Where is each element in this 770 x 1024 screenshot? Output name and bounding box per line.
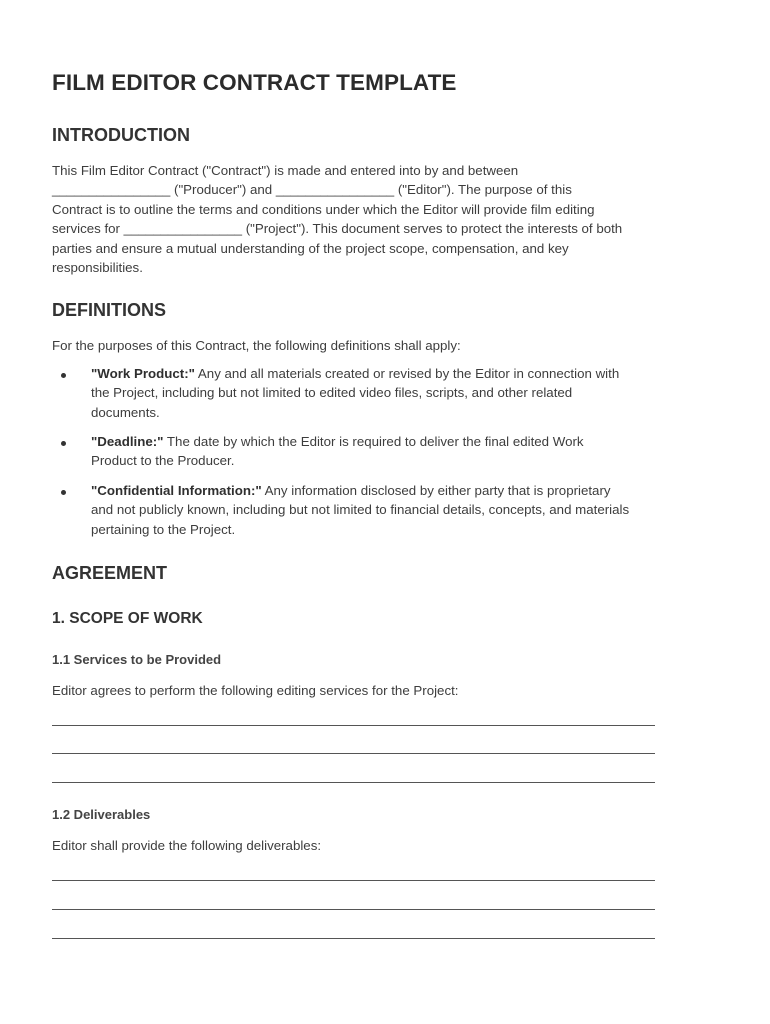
- services-intro: [52, 681, 459, 700]
- agreement-heading: AGREEMENT: [52, 563, 168, 583]
- introduction-line: responsibilities.: [52, 260, 143, 276]
- deliverables-blank-line[interactable]: [52, 880, 655, 881]
- definitions-heading: DEFINITIONS: [52, 300, 167, 320]
- definition-text: pertaining to the Project.: [91, 521, 236, 537]
- services-heading: 1.1 Services to be Provided: [52, 652, 222, 667]
- definition-text: the Project, including but not limited to edited video files, scripts, and other related: [91, 385, 573, 401]
- introduction-heading: INTRODUCTION: [52, 125, 190, 145]
- services-blank-line[interactable]: [52, 782, 655, 783]
- deliverables-blank-line[interactable]: [52, 938, 655, 939]
- definition-term: "Confidential Information:": [91, 483, 262, 498]
- introduction-line: parties and ensure a mutual understanding of the project scope, compensation, and key: [52, 240, 569, 256]
- definition-text: Any and all materials created or revised by the Editor in connection with: [194, 366, 620, 381]
- definition-text: and not publicly known, including but not limited to financial details, concepts, and materials: [91, 502, 630, 518]
- deliverables-blank-line[interactable]: [52, 909, 655, 910]
- bullet-icon: [61, 441, 66, 446]
- definition-term: "Work Product:": [91, 366, 195, 381]
- definition-text: Any information disclosed by either party that is proprietary: [261, 483, 611, 498]
- services-blank-line[interactable]: [52, 725, 655, 726]
- document-title: FILM EDITOR CONTRACT TEMPLATE: [52, 70, 457, 95]
- bullet-icon: [61, 373, 66, 378]
- introduction-line: This Film Editor Contract ("Contract") is made and entered into by and between: [52, 163, 519, 178]
- definitions-intro-text: For the purposes of this Contract, the following definitions shall apply:: [52, 338, 461, 353]
- definitions-intro: [52, 336, 461, 355]
- deliverables-heading: 1.2 Deliverables: [52, 807, 151, 822]
- definition-text: Product to the Producer.: [91, 453, 235, 469]
- definition-text: documents.: [91, 404, 160, 420]
- deliverables-intro: [52, 836, 321, 855]
- introduction-line: Contract is to outline the terms and conditions under which the Editor will provide film editing: [52, 201, 595, 217]
- scope-of-work-heading: 1. SCOPE OF WORK: [52, 610, 203, 627]
- services-intro-text: Editor agrees to perform the following editing services for the Project:: [52, 683, 459, 698]
- services-blank-line[interactable]: [52, 753, 655, 754]
- introduction-line: ________________ ("Producer") and ________________ ("Editor"). The purpose of this: [52, 182, 572, 198]
- introduction-line: services for ________________ ("Project"). This document serves to protect the interests of both: [52, 221, 623, 237]
- introduction-paragraph: [52, 161, 622, 277]
- definition-term: "Deadline:": [91, 434, 164, 449]
- bullet-icon: [61, 490, 66, 495]
- deliverables-intro-text: Editor shall provide the following deliverables:: [52, 838, 322, 853]
- definition-text: The date by which the Editor is required to deliver the final edited Work: [163, 434, 584, 449]
